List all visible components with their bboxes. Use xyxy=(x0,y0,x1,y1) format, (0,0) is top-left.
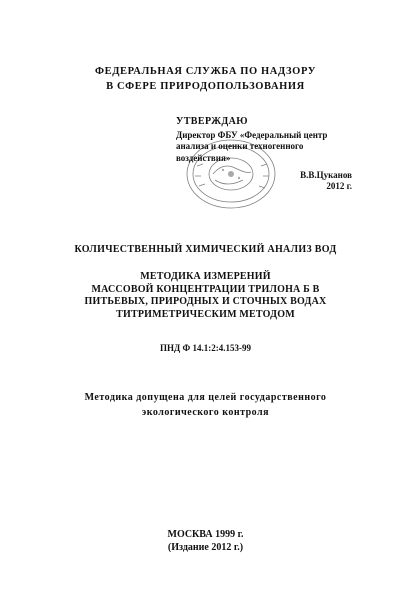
method-line-1: МЕТОДИКА ИЗМЕРЕНИЙ xyxy=(140,271,271,282)
city-year: МОСКВА 1999 г. xyxy=(167,529,244,540)
approval-block xyxy=(176,116,376,164)
approval-line-2: анализа и оценки техногенного xyxy=(176,141,304,151)
method-line-2: МАССОВОЙ КОНЦЕНТРАЦИИ ТРИЛОНА Б В xyxy=(91,283,320,295)
approval-year: 2012 г. xyxy=(326,181,352,191)
admission-line-2: экологического контроля xyxy=(141,407,270,418)
agency-header xyxy=(0,64,411,94)
signatory-name: В.В.Цуканов xyxy=(300,170,352,180)
footer xyxy=(0,528,411,554)
edition-note: (Издание 2012 г.) xyxy=(167,542,244,553)
agency-line-2: В СФЕРЕ ПРИРОДОПОЛЬЗОВАНИЯ xyxy=(106,81,305,92)
approval-line-3: воздействия» xyxy=(176,152,231,163)
analysis-title: КОЛИЧЕСТВЕННЫЙ ХИМИЧЕСКИЙ АНАЛИЗ ВОД xyxy=(74,244,337,255)
signature-block xyxy=(248,170,352,192)
method-line-4: ТИТРИМЕТРИЧЕСКИМ МЕТОДОМ xyxy=(116,308,295,320)
approval-title: УТВЕРЖДАЮ xyxy=(176,116,248,127)
method-line-3: ПИТЬЕВЫХ, ПРИРОДНЫХ И СТОЧНЫХ ВОДАХ xyxy=(84,296,327,307)
approval-line-1: Директор ФБУ «Федеральный центр xyxy=(176,129,328,140)
admission-line-1: Методика допущена для целей государственного xyxy=(84,392,327,403)
admission-note xyxy=(0,390,411,420)
document-code: ПНД Ф 14.1:2:4.153-99 xyxy=(160,343,251,353)
agency-line-1: ФЕДЕРАЛЬНАЯ СЛУЖБА ПО НАДЗОРУ xyxy=(94,66,317,77)
method-title xyxy=(0,271,411,321)
